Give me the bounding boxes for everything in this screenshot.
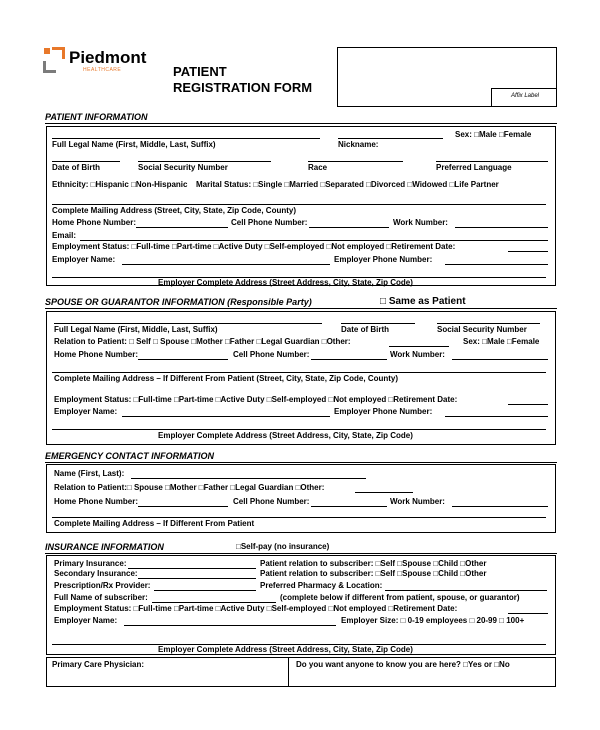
- patient-employer-phone-label: Employer Phone Number:: [334, 255, 433, 264]
- insurance-employment-options[interactable]: Employment Status: □Full-time □Part-time □Active Duty □Self-employed □Not employed □Retirement Date:: [54, 604, 458, 613]
- insurance-pharmacy-label: Preferred Pharmacy & Location:: [260, 581, 383, 590]
- spouse-employer-line[interactable]: [122, 416, 330, 417]
- patient-marital-options[interactable]: Marital Status: □Single □Married □Separated □Divorced □Widowed □Life Partner: [196, 180, 499, 189]
- spouse-cell-phone-line[interactable]: [311, 359, 387, 360]
- spouse-section-title: SPOUSE OR GUARANTOR INFORMATION (Responsible Party): [45, 297, 312, 307]
- spouse-retirement-line[interactable]: [508, 404, 548, 405]
- insurance-self-pay-checkbox[interactable]: □Self-pay (no insurance): [236, 542, 330, 551]
- patient-race-label: Race: [308, 163, 328, 172]
- emergency-relation-options[interactable]: Relation to Patient:□ Spouse □Mother □Father □Legal Guardian □Other:: [54, 483, 325, 492]
- patient-nickname-line[interactable]: [338, 138, 443, 139]
- insurance-primary-line[interactable]: [128, 568, 256, 569]
- patient-dob-label: Date of Birth: [52, 163, 100, 172]
- emergency-home-phone-line[interactable]: [138, 506, 228, 507]
- patient-sex-options[interactable]: Sex: □Male □Female: [455, 130, 532, 139]
- spouse-home-phone-line[interactable]: [138, 359, 228, 360]
- spouse-employment-options[interactable]: Employment Status: □Full-time □Part-time □Active Duty □Self-employed □Not employed □Retirement Date:: [54, 395, 458, 404]
- insurance-employer-size-options[interactable]: Employer Size: □ 0-19 employees □ 20-99 □ 100+: [341, 616, 525, 625]
- logo-orange-square: [44, 48, 50, 54]
- patient-mailing-label: Complete Mailing Address (Street, City, State, Zip Code, County): [52, 206, 297, 215]
- patient-legal-name-label: Full Legal Name (First, Middle, Last, Suffix): [52, 140, 216, 149]
- spouse-mailing-label: Complete Mailing Address – If Different From Patient (Street, City, State, Zip Code, County): [54, 374, 399, 383]
- spouse-relation-other-line[interactable]: [389, 346, 449, 347]
- patient-ssn-line[interactable]: [138, 161, 271, 162]
- emergency-section-rule: [45, 462, 557, 463]
- patient-ethnicity-options[interactable]: Ethnicity: □Hispanic □Non-Hispanic: [52, 180, 188, 189]
- insurance-secondary-label: Secondary Insurance:: [54, 569, 138, 578]
- spouse-legal-name-label: Full Legal Name (First, Middle, Last, Suffix): [54, 325, 218, 334]
- patient-home-phone-label: Home Phone Number:: [52, 218, 137, 227]
- patient-home-phone-line[interactable]: [136, 227, 228, 228]
- patient-cell-phone-line[interactable]: [309, 227, 389, 228]
- insurance-section-rule: [45, 553, 557, 554]
- patient-mailing-line[interactable]: [52, 204, 546, 205]
- insurance-relation-secondary-options[interactable]: Patient relation to subscriber: □Self □Spouse □Child □Other: [260, 569, 487, 578]
- patient-work-phone-line[interactable]: [455, 227, 548, 228]
- emergency-cell-phone-line[interactable]: [311, 506, 387, 507]
- spouse-cell-phone-label: Cell Phone Number:: [233, 350, 310, 359]
- insurance-complete-below-note: (complete below if different from patient, spouse, or guarantor): [280, 593, 520, 602]
- footer-divider: [288, 657, 289, 687]
- logo-gray-stroke: [44, 61, 56, 72]
- spouse-ssn-label: Social Security Number: [437, 325, 527, 334]
- insurance-primary-label: Primary Insurance:: [54, 559, 127, 568]
- spouse-work-phone-label: Work Number:: [390, 350, 445, 359]
- insurance-pharmacy-line[interactable]: [385, 590, 547, 591]
- page-title-line1: PATIENT: [173, 64, 227, 79]
- patient-employer-address-label: Employer Complete Address (Street Address, City, State, Zip Code): [158, 278, 413, 287]
- patient-section-title: PATIENT INFORMATION: [45, 112, 148, 122]
- insurance-subscriber-line[interactable]: [152, 602, 276, 603]
- patient-ssn-label: Social Security Number: [138, 163, 228, 172]
- spouse-section-rule: [45, 308, 557, 309]
- patient-work-phone-label: Work Number:: [393, 218, 448, 227]
- emergency-home-phone-label: Home Phone Number:: [54, 497, 139, 506]
- affix-label-text: Affix Label: [511, 93, 540, 99]
- patient-email-line[interactable]: [80, 240, 548, 241]
- insurance-section-title: INSURANCE INFORMATION: [45, 542, 164, 552]
- spouse-employer-phone-label: Employer Phone Number:: [334, 407, 433, 416]
- spouse-employer-address-line[interactable]: [52, 429, 546, 430]
- spouse-dob-line[interactable]: [341, 323, 415, 324]
- spouse-mailing-line[interactable]: [52, 372, 546, 373]
- spouse-dob-label: Date of Birth: [341, 325, 389, 334]
- emergency-name-label: Name (First, Last):: [54, 469, 125, 478]
- insurance-employer-label: Employer Name:: [54, 616, 118, 625]
- insurance-secondary-line[interactable]: [138, 578, 256, 579]
- spouse-name-line[interactable]: [54, 323, 322, 324]
- patient-email-label: Email:: [52, 231, 77, 240]
- patient-retirement-line[interactable]: [508, 251, 548, 252]
- spouse-work-phone-line[interactable]: [452, 359, 548, 360]
- emergency-mailing-line[interactable]: [52, 517, 546, 518]
- spouse-relation-options[interactable]: Relation to Patient: □ Self □ Spouse □Mother □Father □Legal Guardian □Other:: [54, 337, 351, 346]
- emergency-cell-phone-label: Cell Phone Number:: [233, 497, 310, 506]
- spouse-employer-address-label: Employer Complete Address (Street Address, City, State, Zip Code): [158, 431, 413, 440]
- patient-nickname-label: Nickname:: [338, 140, 379, 149]
- spouse-home-phone-label: Home Phone Number:: [54, 350, 139, 359]
- emergency-section-title: EMERGENCY CONTACT INFORMATION: [45, 451, 214, 461]
- insurance-employer-line[interactable]: [124, 625, 336, 626]
- spouse-sex-options[interactable]: Sex: □Male □Female: [463, 337, 540, 346]
- spouse-same-as-checkbox[interactable]: □ Same as Patient: [380, 296, 466, 307]
- brand-sub: HEALTHCARE: [83, 67, 122, 73]
- patient-dob-line[interactable]: [52, 161, 120, 162]
- patient-employment-options[interactable]: Employment Status: □Full-time □Part-time □Active Duty □Self-employed □Not employed □Retirement Date:: [52, 242, 456, 251]
- spouse-employer-label: Employer Name:: [54, 407, 118, 416]
- patient-employer-label: Employer Name:: [52, 255, 116, 264]
- patient-employer-line[interactable]: [122, 264, 330, 265]
- emergency-name-line[interactable]: [131, 478, 366, 479]
- patient-name-line[interactable]: [52, 138, 320, 139]
- footer-know-question[interactable]: Do you want anyone to know you are here? □Yes or □No: [296, 660, 510, 669]
- emergency-work-phone-label: Work Number:: [390, 497, 445, 506]
- spouse-ssn-line[interactable]: [437, 323, 540, 324]
- brand-name: Piedmont: [69, 48, 147, 67]
- insurance-prescription-line[interactable]: [154, 590, 256, 591]
- patient-race-line[interactable]: [308, 161, 403, 162]
- emergency-relation-other-line[interactable]: [355, 492, 413, 493]
- spouse-employer-phone-line[interactable]: [445, 416, 548, 417]
- insurance-subscriber-label: Full Name of subscriber:: [54, 593, 148, 602]
- footer-pcp-label: Primary Care Physician:: [52, 660, 145, 669]
- patient-section-rule: [45, 123, 557, 124]
- patient-lang-line[interactable]: [436, 161, 548, 162]
- emergency-work-phone-line[interactable]: [452, 506, 548, 507]
- insurance-employer-address-label: Employer Complete Address (Street Address, City, State, Zip Code): [158, 645, 413, 654]
- logo-orange-stroke: [52, 48, 64, 59]
- insurance-relation-primary-options[interactable]: Patient relation to subscriber: □Self □Spouse □Child □Other: [260, 559, 487, 568]
- patient-employer-phone-line[interactable]: [445, 264, 548, 265]
- patient-cell-phone-label: Cell Phone Number:: [231, 218, 308, 227]
- page-title-line2: REGISTRATION FORM: [173, 80, 313, 95]
- insurance-retirement-line[interactable]: [508, 613, 548, 614]
- patient-language-label: Preferred Language: [436, 163, 512, 172]
- emergency-mailing-label: Complete Mailing Address – If Different From Patient: [54, 519, 255, 528]
- insurance-prescription-label: Prescription/Rx Provider:: [54, 581, 151, 590]
